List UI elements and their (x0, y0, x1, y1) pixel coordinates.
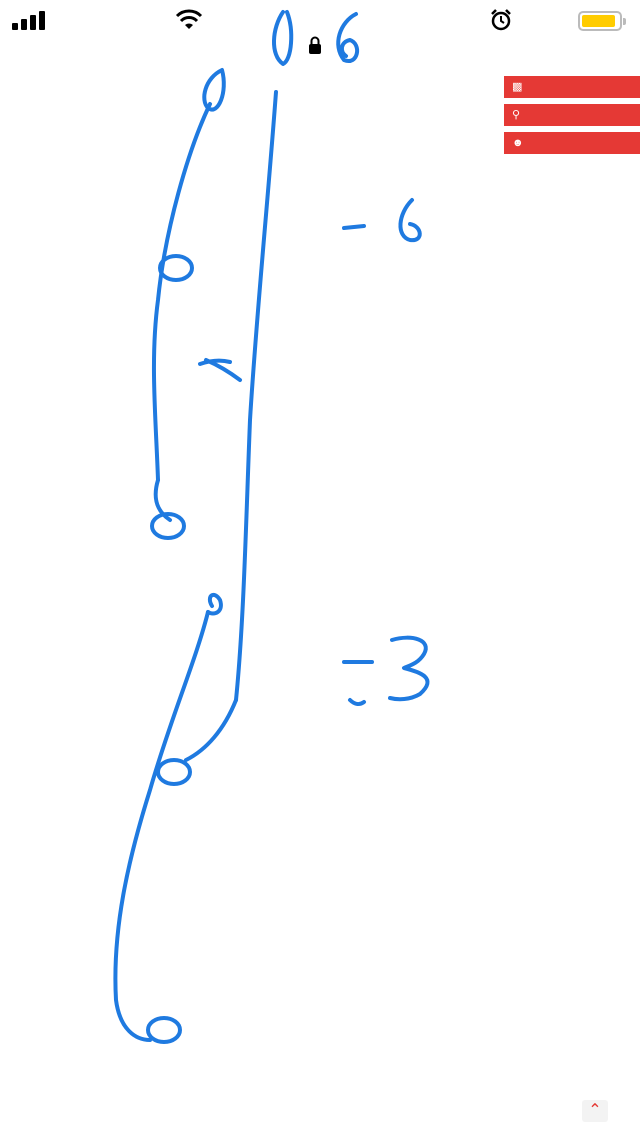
users-icon: ☻ (512, 137, 524, 149)
address-bar[interactable] (0, 36, 640, 72)
signal-icon (12, 10, 48, 30)
lock-icon (308, 36, 322, 54)
quick-stats-header (504, 76, 640, 98)
scroll-top-button[interactable] (582, 1100, 608, 1122)
sidebar (504, 70, 640, 1136)
wifi-icon (175, 9, 203, 31)
battery-icon (578, 11, 622, 31)
topic-list (504, 154, 640, 158)
battery-fill (582, 15, 615, 27)
chart-icon: ▩ (512, 81, 523, 93)
chevron-up-icon: ⌃ (588, 1102, 602, 1119)
alarm-icon (490, 9, 512, 31)
topics-header (504, 132, 640, 154)
search-icon: ⚲ (512, 109, 521, 121)
soicau-header (504, 104, 640, 126)
